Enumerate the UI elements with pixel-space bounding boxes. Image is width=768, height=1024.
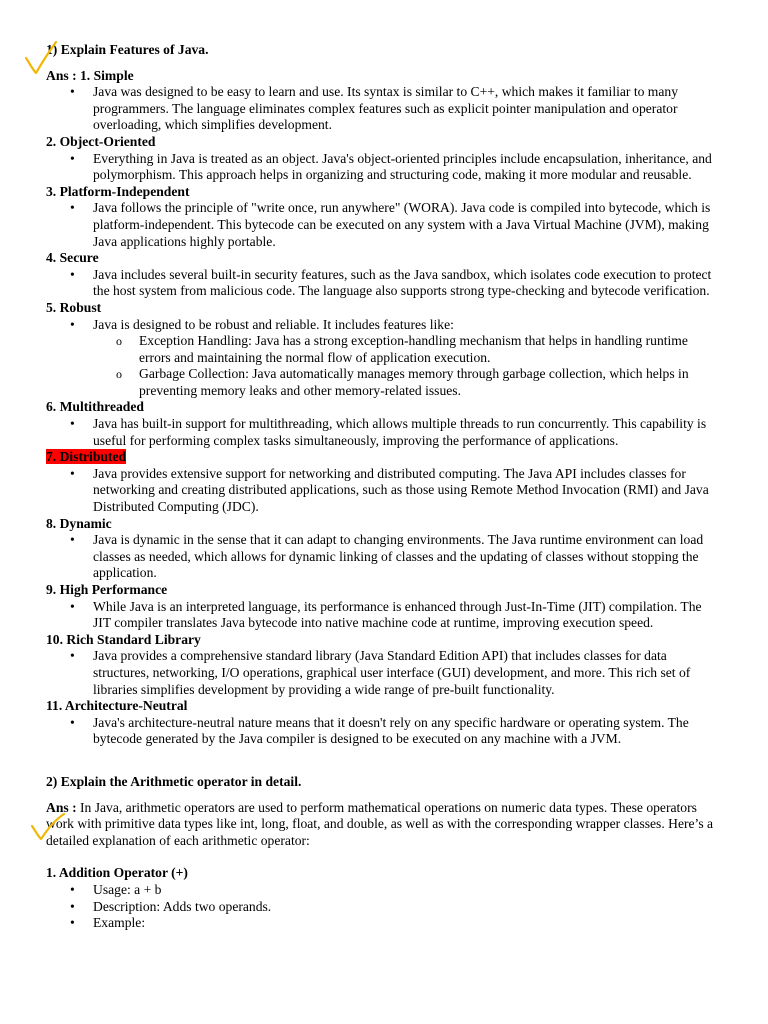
- feature-bullet-list: [46, 317, 722, 400]
- feature-heading-text: 9. High Performance: [46, 582, 168, 597]
- feature-heading: [46, 134, 722, 151]
- feature-bullet: • Java has built-in support for multithreading, which allows multiple threads to run concurrently. This capability is useful for performing complex tasks simultaneously, improving the performance of applications.: [93, 416, 722, 449]
- sub-bullet: o Exception Handling: Java has a strong exception-handling mechanism that helps in handling runtime errors and maintaining the normal flow of application execution.: [139, 333, 722, 366]
- feature-bullet: • Java is dynamic in the sense that it can adapt to changing environments. The Java runtime environment can load classes as needed, which allows for dynamic linking of classes and the updating of classes without stopping the application.: [93, 532, 722, 582]
- feature-bullet: • Java provides a comprehensive standard library (Java Standard Edition API) that includes classes for data structures, networking, I/O operations, graphical user interface (GUI) development, and more. This rich set of libraries simplifies development by providing a wide range of pre-built functionality.: [93, 648, 722, 698]
- feature-bullet-list: [46, 715, 722, 748]
- feature-heading: [46, 698, 722, 715]
- question-1-answer: [46, 68, 722, 748]
- feature-bullet-list: [46, 599, 722, 632]
- sub-bullet-list: [93, 333, 722, 399]
- feature-bullet-list: [46, 416, 722, 449]
- feature-bullet: • Java follows the principle of "write once, run anywhere" (WORA). Java code is compiled into bytecode, which is platform-independent. This bytecode can be executed on any system with a Java Virtual Machine (JVM), making Java applications highly portable.: [93, 200, 722, 250]
- feature-heading-text: 3. Platform-Independent: [46, 183, 190, 199]
- feature-bullet-list: [46, 200, 722, 250]
- feature-heading: [46, 68, 722, 85]
- question-1-title: 1) Explain Features of Java.: [46, 42, 209, 57]
- question-2-operators: [46, 865, 722, 931]
- question-2-answer-intro: [46, 800, 722, 850]
- feature-heading: [46, 582, 722, 599]
- operator-bullet-list: [46, 882, 722, 932]
- feature-bullet: • Java's architecture-neutral nature means that it doesn't rely on any specific hardware or operating system. The bytecode generated by the Java compiler is designed to be executed on any machine with a JVM.: [93, 715, 722, 748]
- feature-heading-text: 4. Secure: [46, 250, 99, 266]
- feature-heading-text: 11. Architecture-Neutral: [46, 698, 188, 714]
- feature-heading: [46, 250, 722, 267]
- feature-bullet-list: [46, 84, 722, 134]
- feature-bullet-list: [46, 648, 722, 698]
- feature-bullet: • While Java is an interpreted language, its performance is enhanced through Just-In-Time (JIT) compilation. The JIT compiler translates Java bytecode into native machine code at runtime, improving execution speed.: [93, 599, 722, 632]
- feature-heading-text: 5. Robust: [46, 299, 102, 315]
- sub-bullet-wrapper: [93, 333, 722, 399]
- feature-heading-text: 10. Rich Standard Library: [46, 631, 201, 647]
- feature-heading-text: 7. Distributed: [46, 449, 127, 465]
- feature-heading: [46, 399, 722, 416]
- feature-heading: [46, 300, 722, 317]
- operator-heading: 1. Addition Operator (+): [46, 865, 188, 881]
- operator-bullet: • Usage: a + b: [93, 882, 722, 899]
- feature-bullet: • Everything in Java is treated as an object. Java's object-oriented principles include encapsulation, inheritance, and polymorphism. This approach helps in organizing and structuring code, making it more modular and reusable.: [93, 151, 722, 184]
- feature-bullet-list: [46, 151, 722, 184]
- document-page: [46, 42, 722, 932]
- feature-heading-text: 2. Object-Oriented: [46, 133, 156, 149]
- answer-prefix: Ans :: [46, 799, 80, 815]
- feature-bullet-list: [46, 466, 722, 516]
- feature-heading: [46, 184, 722, 201]
- answer-intro-text: In Java, arithmetic operators are used to perform mathematical operations on numeric data types. These operators work with primitive data types like int, long, float, and double, as well as with the corresponding wrapper classes. Here’s a detailed explanation of each arithmetic operator:: [46, 799, 714, 848]
- feature-heading: [46, 449, 722, 466]
- feature-heading-text: 6. Multithreaded: [46, 399, 144, 415]
- feature-bullet-list: [46, 532, 722, 582]
- question-2-title: 2) Explain the Arithmetic operator in detail.: [46, 773, 302, 789]
- feature-bullet: • Java was designed to be easy to learn and use. Its syntax is similar to C++, which makes it familiar to many programmers. The language eliminates complex features such as explicit pointer manipulation and operator overloading, which simplifies development.: [93, 84, 722, 134]
- feature-bullet-list: [46, 267, 722, 300]
- feature-bullet: • Java includes several built-in security features, such as the Java sandbox, which isolates code execution to protect the host system from malicious code. The language also supports strong type-checking and bytecode verification.: [93, 267, 722, 300]
- feature-bullet: • Java provides extensive support for networking and distributed computing. The Java API includes classes for networking and creating distributed applications, such as those using Remote Method Invocation (RMI) and Java Distributed Computing (JDC).: [93, 466, 722, 516]
- operator-bullet: • Example:: [93, 915, 722, 932]
- operator-bullet: • Description: Adds two operands.: [93, 899, 722, 916]
- feature-heading: [46, 516, 722, 533]
- feature-bullet: • Java is designed to be robust and reliable. It includes features like:: [93, 317, 722, 334]
- feature-heading-text: 1. Simple: [80, 67, 134, 83]
- feature-heading-text: 8. Dynamic: [46, 515, 112, 531]
- feature-heading: [46, 632, 722, 649]
- sub-bullet: o Garbage Collection: Java automatically manages memory through garbage collection, which helps in preventing memory leaks and other memory-related issues.: [139, 366, 722, 399]
- answer-prefix: Ans :: [46, 67, 80, 83]
